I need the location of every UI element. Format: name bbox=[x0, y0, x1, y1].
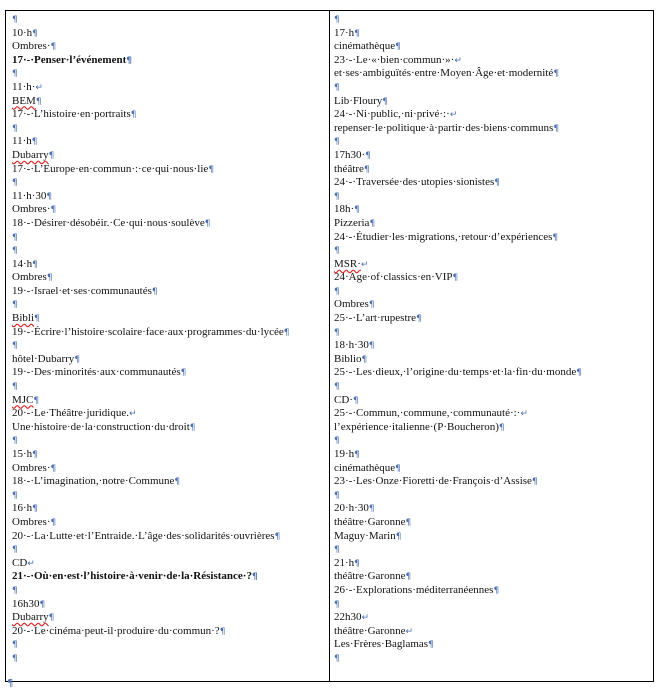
paragraph-mark: ¶ bbox=[368, 504, 375, 515]
text-line[interactable] bbox=[334, 217, 650, 231]
paragraph-mark: ¶ bbox=[382, 96, 389, 107]
text-line[interactable] bbox=[12, 557, 326, 571]
paragraph-mark: ¶ bbox=[493, 585, 500, 596]
text-line[interactable] bbox=[334, 611, 650, 625]
line-text: 25·-·Les·dieux,·l’origine·du·temps·et·la·fin·du·monde bbox=[334, 366, 577, 379]
text-line[interactable] bbox=[334, 203, 650, 217]
line-break-mark: ↵ bbox=[454, 55, 462, 66]
text-line[interactable] bbox=[334, 557, 650, 571]
paragraph-mark: ¶ bbox=[354, 28, 360, 39]
text-line[interactable] bbox=[12, 244, 326, 258]
line-text: hôtel·Dubarry bbox=[12, 352, 75, 365]
paragraph-mark: ¶ bbox=[151, 286, 158, 297]
line-text: 17·-·L’histoire·en·portraits bbox=[12, 108, 131, 121]
paragraph-mark: ¶ bbox=[12, 382, 18, 393]
paragraph-mark: ¶ bbox=[428, 640, 434, 651]
text-line[interactable] bbox=[334, 40, 650, 54]
line-text: 16h30 bbox=[12, 597, 40, 610]
line-text: 24·-·Ni·public,·ni·privé·:· bbox=[334, 108, 450, 121]
line-text: l’expérience·italienne·(P·Boucheron) bbox=[334, 420, 499, 433]
right-column-cell[interactable] bbox=[334, 13, 650, 666]
text-line[interactable] bbox=[334, 298, 650, 312]
text-line[interactable] bbox=[334, 530, 650, 544]
text-line[interactable] bbox=[334, 475, 650, 489]
text-line[interactable] bbox=[12, 135, 326, 149]
line-text: Ombres bbox=[334, 298, 369, 311]
line-text: 24·-·Étudier·les·migrations,·retour·d’expériences bbox=[334, 230, 553, 243]
text-line[interactable] bbox=[334, 584, 650, 598]
text-line[interactable] bbox=[334, 421, 650, 435]
paragraph-mark: ¶ bbox=[12, 341, 18, 352]
text-line[interactable] bbox=[12, 611, 326, 625]
line-break-mark: ↵ bbox=[360, 259, 369, 270]
text-line[interactable] bbox=[12, 13, 326, 27]
line-text: Pizzeria bbox=[334, 216, 370, 229]
line-text: théâtre·Garonne bbox=[334, 624, 406, 637]
paragraph-mark: ¶ bbox=[334, 545, 340, 556]
text-line[interactable] bbox=[334, 95, 650, 109]
line-text: 19·-·Israel·et·ses·communautés bbox=[12, 284, 152, 297]
line-text: 11·h bbox=[12, 135, 32, 148]
line-text: 18·h·30 bbox=[334, 339, 369, 352]
text-line[interactable] bbox=[12, 231, 326, 245]
paragraph-mark: ¶ bbox=[12, 123, 18, 134]
text-line[interactable] bbox=[334, 231, 650, 245]
text-line[interactable] bbox=[12, 366, 326, 380]
paragraph-mark: ¶ bbox=[50, 42, 57, 53]
text-line[interactable] bbox=[334, 570, 650, 584]
text-line[interactable] bbox=[12, 516, 326, 530]
text-line[interactable] bbox=[334, 326, 650, 340]
text-line[interactable] bbox=[12, 326, 326, 340]
line-text: Bibli bbox=[12, 312, 35, 325]
line-text: 24·Age·of·classics·en·VIP bbox=[334, 271, 453, 284]
line-text: et·ses·ambiguïtés·entre·Moyen·Âge·et·modernité bbox=[334, 67, 554, 80]
paragraph-mark: ¶ bbox=[354, 558, 360, 569]
paragraph-mark: ¶ bbox=[48, 613, 55, 624]
text-line[interactable] bbox=[334, 312, 650, 326]
line-text: théâtre bbox=[334, 162, 364, 175]
paragraph-mark: ¶ bbox=[416, 314, 422, 325]
text-line[interactable] bbox=[334, 652, 650, 666]
text-line[interactable] bbox=[334, 638, 650, 652]
line-text: 23·-·Le·«·bien·commun·»· bbox=[334, 53, 455, 66]
line-text: 20·-·Le·Théâtre·juridique. bbox=[12, 407, 129, 420]
line-break-mark: ↵ bbox=[128, 409, 137, 420]
paragraph-mark: ¶ bbox=[204, 218, 211, 229]
line-text: 18·-·L’imagination,·notre·Commune bbox=[12, 475, 175, 488]
paragraph-mark: ¶ bbox=[369, 218, 376, 229]
paragraph-mark: ¶ bbox=[334, 327, 340, 338]
text-line[interactable] bbox=[334, 448, 650, 462]
text-line[interactable] bbox=[12, 67, 326, 81]
paragraph-mark: ¶ bbox=[395, 42, 401, 53]
column-divider bbox=[329, 11, 330, 681]
line-text: BEM bbox=[12, 94, 36, 107]
text-line[interactable] bbox=[334, 353, 650, 367]
text-line[interactable] bbox=[12, 217, 326, 231]
paragraph-mark: ¶ bbox=[452, 273, 459, 284]
paragraph-mark: ¶ bbox=[74, 354, 81, 365]
text-line[interactable] bbox=[334, 407, 650, 421]
paragraph-mark: ¶ bbox=[12, 585, 18, 596]
line-text: 17·h bbox=[334, 26, 355, 39]
text-line[interactable] bbox=[334, 67, 650, 81]
line-text: 21·-·Où·en·est·l’histoire·à·venir·de·la·Résistance·? bbox=[12, 570, 252, 583]
text-line[interactable] bbox=[334, 489, 650, 503]
line-text: 15·h bbox=[12, 448, 33, 460]
text-line[interactable] bbox=[12, 584, 326, 598]
text-line[interactable] bbox=[12, 95, 326, 109]
paragraph-mark: ¶ bbox=[12, 15, 18, 25]
paragraph-mark: ¶ bbox=[365, 150, 371, 161]
paragraph-mark: ¶ bbox=[354, 450, 360, 460]
paragraph-mark: ¶ bbox=[334, 286, 340, 297]
line-text: CD· bbox=[334, 393, 353, 406]
line-text: Lib·Floury bbox=[334, 94, 383, 107]
paragraph-mark: ¶ bbox=[180, 368, 187, 379]
text-line[interactable] bbox=[334, 366, 650, 380]
paragraph-mark: ¶ bbox=[32, 450, 38, 460]
text-line[interactable] bbox=[334, 502, 650, 516]
paragraph-mark: ¶ bbox=[12, 653, 18, 664]
paragraph-mark: ¶ bbox=[31, 137, 38, 148]
paragraph-mark: ¶ bbox=[334, 15, 340, 25]
schedule-table bbox=[5, 10, 654, 682]
paragraph-mark: ¶ bbox=[553, 123, 560, 134]
line-text: 23·-·Les·Onze·Fioretti·de·François·d’Assise bbox=[334, 475, 532, 488]
paragraph-mark: ¶ bbox=[352, 395, 359, 406]
line-break-mark: ↵ bbox=[520, 409, 528, 420]
paragraph-mark: ¶ bbox=[46, 191, 53, 202]
line-text: 25·-·L’art·rupestre bbox=[334, 312, 417, 325]
text-line[interactable] bbox=[12, 122, 326, 136]
line-text: Ombres· bbox=[12, 515, 51, 528]
line-text: 14·h bbox=[12, 257, 33, 270]
text-line[interactable] bbox=[12, 285, 326, 299]
text-line[interactable] bbox=[334, 598, 650, 612]
left-column-cell[interactable] bbox=[12, 13, 326, 666]
text-line[interactable] bbox=[12, 434, 326, 448]
text-line[interactable] bbox=[12, 421, 326, 435]
paragraph-mark: ¶ bbox=[208, 164, 215, 175]
line-text: 20·h·30 bbox=[334, 502, 369, 515]
paragraph-mark: ¶ bbox=[334, 653, 340, 664]
paragraph-mark: ¶ bbox=[12, 69, 18, 80]
line-text: MJC bbox=[12, 393, 34, 406]
paragraph-mark: ¶ bbox=[274, 531, 281, 542]
text-line[interactable] bbox=[12, 298, 326, 312]
paragraph-mark: ¶ bbox=[189, 422, 196, 433]
line-text: 16·h bbox=[12, 502, 33, 515]
paragraph-mark: ¶ bbox=[334, 436, 340, 447]
paragraph-mark: ¶ bbox=[35, 96, 42, 107]
line-text: 18h· bbox=[334, 203, 355, 216]
paragraph-mark: ¶ bbox=[334, 137, 340, 148]
paragraph-mark: ¶ bbox=[405, 517, 412, 528]
text-line[interactable] bbox=[12, 570, 326, 584]
line-text: Ombres· bbox=[12, 461, 51, 474]
paragraph-mark: ¶ bbox=[33, 395, 40, 406]
line-text: 22h30 bbox=[334, 611, 362, 624]
text-line[interactable] bbox=[12, 489, 326, 503]
paragraph-mark: ¶ bbox=[553, 69, 560, 80]
paragraph-mark: ¶ bbox=[334, 82, 340, 93]
line-text: MSR· bbox=[334, 257, 361, 270]
paragraph-mark: ¶ bbox=[405, 572, 412, 583]
paragraph-mark: ¶ bbox=[12, 246, 18, 257]
paragraph-mark: ¶ bbox=[334, 191, 340, 202]
text-line[interactable] bbox=[334, 380, 650, 394]
text-line[interactable] bbox=[12, 380, 326, 394]
line-text: Biblio bbox=[334, 352, 362, 365]
line-text: Ombres bbox=[12, 271, 47, 284]
text-line[interactable] bbox=[334, 149, 650, 163]
line-text: cinémathèque bbox=[334, 461, 396, 474]
line-text: Dubarry bbox=[12, 148, 49, 161]
text-line[interactable] bbox=[334, 271, 650, 285]
paragraph-mark: ¶ bbox=[12, 232, 18, 243]
paragraph-mark: ¶ bbox=[363, 164, 370, 175]
line-text: 19·-·Des·minorités·aux·communautés bbox=[12, 366, 181, 379]
text-line[interactable] bbox=[12, 108, 326, 122]
line-text: théâtre·Garonne bbox=[334, 515, 406, 528]
text-line[interactable] bbox=[334, 13, 650, 27]
text-line[interactable] bbox=[12, 190, 326, 204]
line-text: 17·-·L’Europe·en·commun·:·ce·qui·nous·lie bbox=[12, 162, 209, 175]
text-line[interactable] bbox=[334, 516, 650, 530]
text-line[interactable] bbox=[334, 190, 650, 204]
text-line[interactable] bbox=[12, 81, 326, 95]
paragraph-mark: ¶ bbox=[368, 341, 375, 352]
text-line[interactable] bbox=[334, 54, 650, 68]
line-break-mark: ↵ bbox=[27, 558, 35, 569]
text-line[interactable] bbox=[334, 108, 650, 122]
line-break-mark: ↵ bbox=[449, 110, 458, 121]
text-line[interactable] bbox=[12, 407, 326, 421]
line-text: cinémathèque bbox=[334, 40, 396, 53]
paragraph-mark: ¶ bbox=[39, 599, 46, 610]
paragraph-mark: ¶ bbox=[494, 178, 501, 189]
paragraph-mark: ¶ bbox=[174, 477, 181, 488]
text-line[interactable] bbox=[12, 462, 326, 476]
line-text: CD bbox=[12, 556, 28, 569]
paragraph-mark: ¶ bbox=[48, 150, 55, 161]
line-text: 24·-·Traversée·des·utopies·sionistes bbox=[334, 176, 495, 189]
text-line[interactable] bbox=[334, 163, 650, 177]
paragraph-mark: ¶ bbox=[219, 626, 226, 637]
text-line[interactable] bbox=[12, 475, 326, 489]
paragraph-mark: ¶ bbox=[251, 572, 258, 583]
text-line[interactable] bbox=[334, 462, 650, 476]
line-text: Ombres· bbox=[12, 203, 51, 216]
text-line[interactable] bbox=[12, 448, 326, 462]
paragraph-mark: ¶ bbox=[12, 300, 18, 311]
paragraph-mark: ¶ bbox=[34, 314, 40, 325]
text-line[interactable] bbox=[334, 543, 650, 557]
line-text: 18·-·Désirer·désobéir.·Ce·qui·nous·soulève bbox=[12, 216, 205, 229]
text-line[interactable] bbox=[12, 353, 326, 367]
line-text: 10·h bbox=[12, 26, 33, 39]
paragraph-mark: ¶ bbox=[126, 55, 132, 66]
line-text: Maguy·Marin bbox=[334, 529, 396, 542]
text-line[interactable] bbox=[12, 27, 326, 41]
text-line[interactable] bbox=[334, 394, 650, 408]
text-line[interactable] bbox=[334, 122, 650, 136]
text-line[interactable] bbox=[334, 285, 650, 299]
paragraph-mark: ¶ bbox=[32, 259, 38, 270]
line-text: 11·h· bbox=[12, 80, 36, 93]
paragraph-mark: ¶ bbox=[334, 599, 340, 610]
line-text: théâtre·Garonne bbox=[334, 570, 406, 583]
text-line[interactable] bbox=[12, 543, 326, 557]
text-line[interactable] bbox=[12, 530, 326, 544]
paragraph-mark: ¶ bbox=[32, 504, 38, 515]
text-line[interactable] bbox=[12, 598, 326, 612]
text-line[interactable] bbox=[12, 394, 326, 408]
paragraph-mark: ¶ bbox=[12, 490, 18, 501]
text-line[interactable] bbox=[12, 258, 326, 272]
trailing-paragraph-mark: ¶ bbox=[7, 678, 14, 689]
text-line[interactable] bbox=[12, 54, 326, 68]
paragraph-mark: ¶ bbox=[334, 382, 340, 393]
text-line[interactable] bbox=[334, 176, 650, 190]
line-text: Les·Frères·Baglamas bbox=[334, 638, 429, 651]
text-line[interactable] bbox=[12, 502, 326, 516]
line-text: 21·h bbox=[334, 556, 355, 569]
line-text: 17h30· bbox=[334, 148, 366, 161]
text-line[interactable] bbox=[12, 176, 326, 190]
text-line[interactable] bbox=[334, 135, 650, 149]
line-break-mark: ↵ bbox=[405, 626, 414, 637]
paragraph-mark: ¶ bbox=[12, 436, 18, 447]
paragraph-mark: ¶ bbox=[50, 463, 57, 474]
text-line[interactable] bbox=[12, 312, 326, 326]
text-line[interactable] bbox=[12, 638, 326, 652]
paragraph-mark: ¶ bbox=[531, 477, 538, 488]
line-text: Ombres· bbox=[12, 40, 51, 53]
line-text: 19·h bbox=[334, 448, 355, 460]
line-text: 20·-·La·Lutte·et·l’Entraide.·L’âge·des·solidarités·ouvrières bbox=[12, 529, 275, 542]
text-line[interactable] bbox=[12, 339, 326, 353]
line-text: Dubarry bbox=[12, 611, 49, 624]
text-line[interactable] bbox=[12, 40, 326, 54]
text-line[interactable] bbox=[12, 625, 326, 639]
text-line[interactable] bbox=[12, 271, 326, 285]
text-line[interactable] bbox=[334, 27, 650, 41]
paragraph-mark: ¶ bbox=[283, 327, 290, 338]
text-line[interactable] bbox=[334, 258, 650, 272]
text-line[interactable] bbox=[12, 163, 326, 177]
line-text: Une·histoire·de·la·construction·du·droit bbox=[12, 420, 190, 433]
line-text: 20·-·Le·cinéma·peut-il·produire·du·commun·? bbox=[12, 624, 220, 637]
paragraph-mark: ¶ bbox=[334, 490, 340, 501]
paragraph-mark: ¶ bbox=[12, 545, 18, 556]
text-line[interactable] bbox=[12, 652, 326, 666]
paragraph-mark: ¶ bbox=[50, 205, 57, 216]
text-line[interactable] bbox=[334, 244, 650, 258]
text-line[interactable] bbox=[334, 81, 650, 95]
paragraph-mark: ¶ bbox=[12, 178, 18, 189]
paragraph-mark: ¶ bbox=[334, 246, 340, 257]
line-text: 17·-·Penser·l’événement bbox=[12, 53, 127, 66]
paragraph-mark: ¶ bbox=[395, 463, 401, 474]
paragraph-mark: ¶ bbox=[498, 422, 505, 433]
paragraph-mark: ¶ bbox=[395, 531, 402, 542]
line-break-mark: ↵ bbox=[361, 613, 370, 624]
text-line[interactable] bbox=[12, 149, 326, 163]
line-break-mark: ↵ bbox=[35, 82, 43, 93]
line-text: 11·h·30 bbox=[12, 189, 47, 202]
paragraph-mark: ¶ bbox=[368, 300, 375, 311]
paragraph-mark: ¶ bbox=[46, 273, 53, 284]
paragraph-mark: ¶ bbox=[354, 205, 360, 216]
paragraph-mark: ¶ bbox=[32, 28, 38, 39]
paragraph-mark: ¶ bbox=[12, 640, 18, 651]
text-line[interactable] bbox=[334, 434, 650, 448]
paragraph-mark: ¶ bbox=[552, 232, 559, 243]
line-text: 25·-·Commun,·commune,·communauté·:· bbox=[334, 407, 521, 420]
line-text: repenser·le·politique·à·partir·des·biens·communs bbox=[334, 121, 554, 134]
text-line[interactable] bbox=[334, 339, 650, 353]
line-text: 26·-·Explorations·méditerranéennes bbox=[334, 583, 494, 596]
text-line[interactable] bbox=[334, 625, 650, 639]
text-line[interactable] bbox=[12, 203, 326, 217]
paragraph-mark: ¶ bbox=[50, 517, 57, 528]
line-text: 19·-·Écrire·l’histoire·scolaire·face·aux·programmes·du·lycée bbox=[12, 325, 284, 338]
paragraph-mark: ¶ bbox=[361, 354, 368, 365]
paragraph-mark: ¶ bbox=[130, 110, 137, 121]
paragraph-mark: ¶ bbox=[576, 368, 582, 379]
